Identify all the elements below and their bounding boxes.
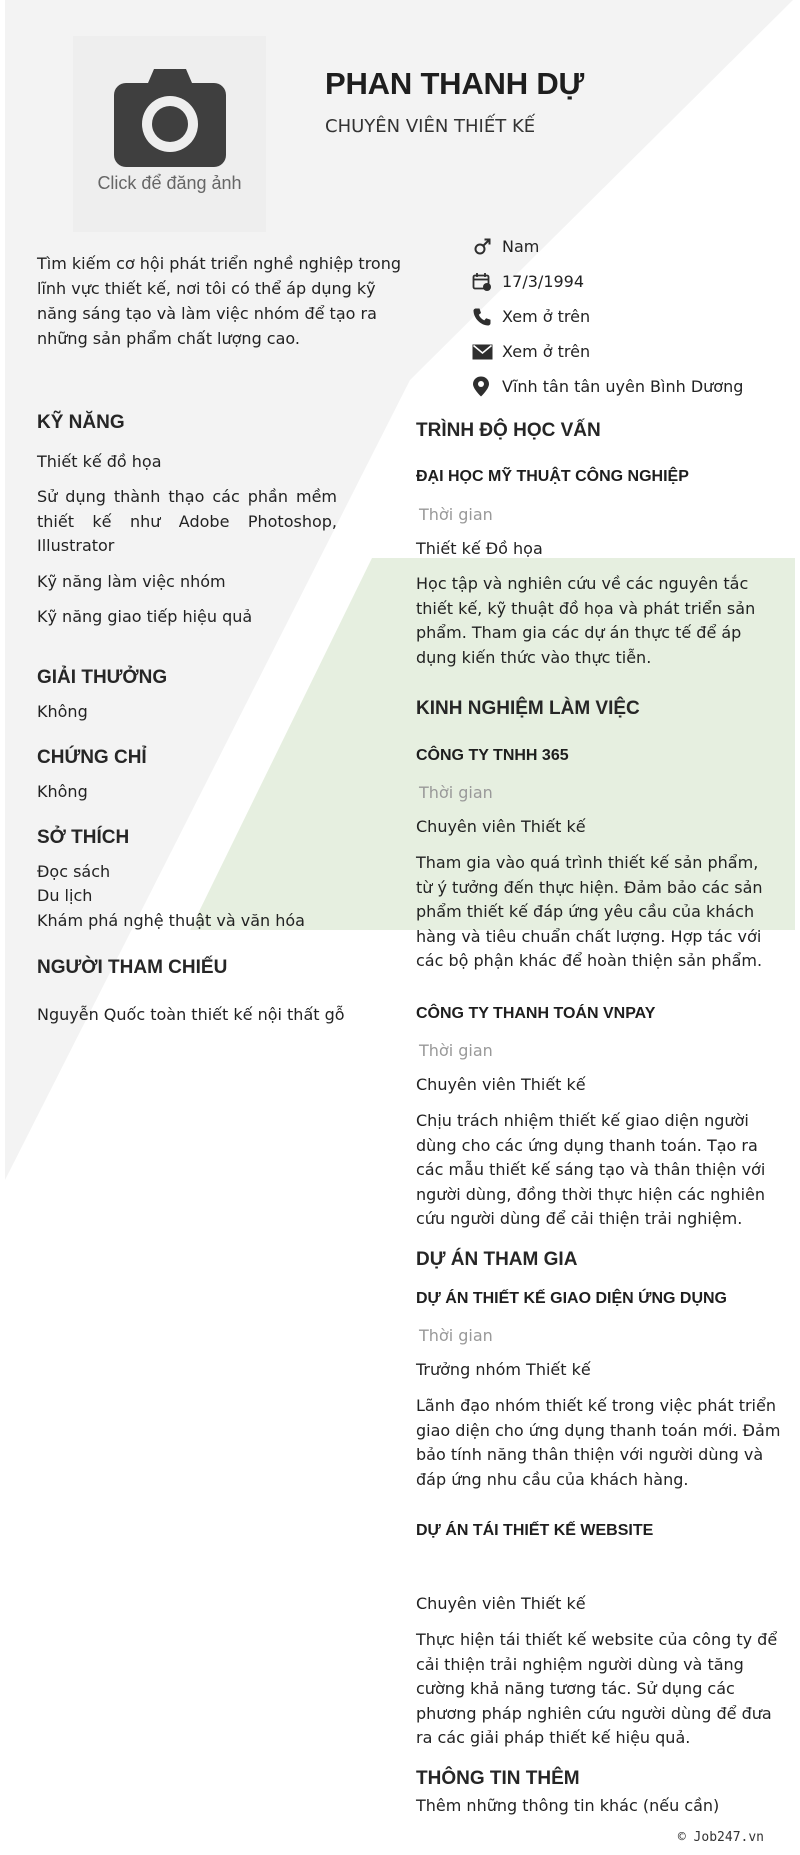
job-description: Tham gia vào quá trình thiết kế sản phẩm, từ ý tưởng đến thực hiện. Đảm bảo các sản phẩm thiết kế đáp ứng yêu cầu của khách hàng và tiêu chuẩn chất lượng. Hợp tác với các bộ phận khác để hoàn thiện sản phẩm. xyxy=(416,853,763,970)
skills-heading: KỸ NĂNG xyxy=(37,412,125,433)
gender-icon xyxy=(472,236,502,258)
birthday-value: 17/3/1994 xyxy=(502,272,585,291)
photo-caption: Click để đăng ảnh xyxy=(97,173,242,193)
hobby-item: Du lịch xyxy=(37,886,93,905)
career-objective: Tìm kiếm cơ hội phát triển nghề nghiệp trong lĩnh vực thiết kế, nơi tôi có thể áp dụng kỹ năng sáng tạo và làm việc nhóm để tạo ra những sản phẩm chất lượng cao. xyxy=(37,254,401,348)
skill-item: Kỹ năng giao tiếp hiệu quả xyxy=(37,607,253,626)
experience-heading: KINH NGHIỆM LÀM VIỆC xyxy=(416,698,640,719)
project-description: Lãnh đạo nhóm thiết kế trong việc phát triển giao diện cho ứng dụng thanh toán mới. Đảm bảo tính năng thân thiện với người dùng và đáp ứng nhu cầu của khách hàng. xyxy=(416,1396,781,1489)
education-description: Học tập và nghiên cứu về các nguyên tắc thiết kế, kỹ thuật đồ họa và phát triển sản phẩm. Tham gia các dự án thực tế để áp dụng kiến thức vào thực tiễn. xyxy=(416,574,756,667)
job-time: Thời gian xyxy=(419,783,493,802)
project-name: DỰ ÁN TÁI THIẾT KẾ WEBSITE xyxy=(416,1522,654,1539)
job-time: Thời gian xyxy=(419,1041,493,1060)
education-heading: TRÌNH ĐỘ HỌC VẤN xyxy=(416,420,601,441)
project-time: Thời gian xyxy=(419,1326,493,1345)
skill-item: Kỹ năng làm việc nhóm xyxy=(37,572,226,591)
awards-value: Không xyxy=(37,702,88,721)
education-school: ĐẠI HỌC MỸ THUẬT CÔNG NGHIỆP xyxy=(416,468,689,485)
project-name: DỰ ÁN THIẾT KẾ GIAO DIỆN ỨNG DỤNG xyxy=(416,1290,727,1307)
location-icon xyxy=(472,376,502,398)
contact-email xyxy=(472,334,743,369)
project-description: Thực hiện tái thiết kế website của công ty để cải thiện trải nghiệm người dùng và tăng cường khả năng tương tác. Sử dụng các phương pháp nghiên cứu người dùng để đưa ra các giải pháp thiết kế hiệu quả. xyxy=(416,1630,778,1747)
certificates-heading: CHỨNG CHỈ xyxy=(37,747,147,768)
email-value: Xem ở trên xyxy=(502,342,591,361)
job-description: Chịu trách nhiệm thiết kế giao diện người dùng cho các ứng dụng thanh toán. Tạo ra các mẫu thiết kế sáng tạo và thân thiện với người dùng, đồng thời thực hiện các nghiên cứu người dùng để cải thiện trải nghiệm. xyxy=(416,1111,766,1228)
project-role: Chuyên viên Thiết kế xyxy=(416,1594,586,1613)
footer-credit: © Job247.vn xyxy=(677,1830,764,1845)
projects-heading: DỰ ÁN THAM GIA xyxy=(416,1249,578,1270)
phone-icon xyxy=(472,306,502,328)
hobby-item: Khám phá nghệ thuật và văn hóa xyxy=(37,911,305,930)
candidate-title: CHUYÊN VIÊN THIẾT KẾ xyxy=(325,116,536,137)
candidate-name: PHAN THANH DỰ xyxy=(325,66,585,101)
hobby-item: Đọc sách xyxy=(37,862,111,881)
email-icon xyxy=(472,341,502,363)
contact-address xyxy=(472,369,743,404)
references-value: Nguyễn Quốc toàn thiết kế nội thất gỗ xyxy=(37,1005,345,1024)
education-major: Thiết kế Đồ họa xyxy=(416,539,543,558)
additional-heading: THÔNG TIN THÊM xyxy=(416,1768,580,1789)
job-position: Chuyên viên Thiết kế xyxy=(416,1075,586,1094)
gender-value: Nam xyxy=(502,237,540,256)
phone-value: Xem ở trên xyxy=(502,307,591,326)
references-heading: NGƯỜI THAM CHIẾU xyxy=(37,957,228,978)
job-company: CÔNG TY TNHH 365 xyxy=(416,747,569,764)
job-position: Chuyên viên Thiết kế xyxy=(416,817,586,836)
contact-list xyxy=(472,229,743,404)
job-company: CÔNG TY THANH TOÁN VNPAY xyxy=(416,1005,656,1022)
project-role: Trưởng nhóm Thiết kế xyxy=(416,1360,591,1379)
photo-upload[interactable] xyxy=(73,36,266,232)
education-time: Thời gian xyxy=(419,505,493,524)
certificates-value: Không xyxy=(37,782,88,801)
contact-gender xyxy=(472,229,743,264)
contact-birthday xyxy=(472,264,743,299)
address-value: Vĩnh tân tân uyên Bình Dương xyxy=(502,377,744,396)
hobbies-heading: SỞ THÍCH xyxy=(37,827,130,848)
camera-icon xyxy=(112,65,228,168)
skill-item: Sử dụng thành thạo các phần mềm thiết kế như Adobe Photoshop, Illustrator xyxy=(37,487,337,555)
awards-heading: GIẢI THƯỞNG xyxy=(37,667,168,688)
calendar-icon xyxy=(472,271,502,293)
skill-item: Thiết kế đồ họa xyxy=(37,452,162,471)
contact-phone xyxy=(472,299,743,334)
additional-value: Thêm những thông tin khác (nếu cần) xyxy=(416,1796,720,1815)
